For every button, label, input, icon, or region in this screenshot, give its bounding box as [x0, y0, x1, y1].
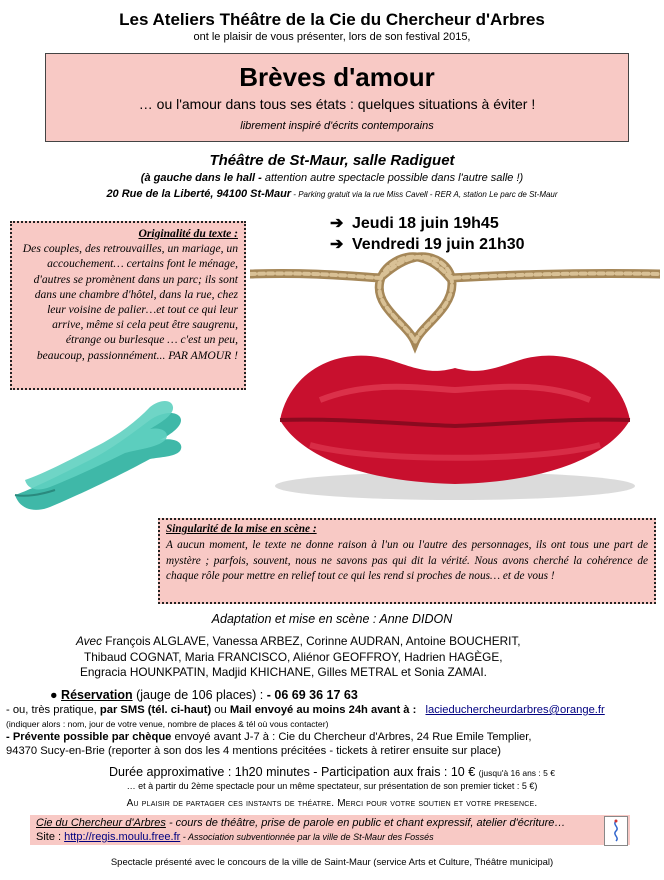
- reservation: [50, 688, 358, 702]
- venue-note: [0, 172, 664, 184]
- duration-line: [0, 765, 664, 779]
- mail-bold: Mail envoyé au moins 24h avant à :: [229, 704, 417, 716]
- thanks-line: Au plaisir de partager ces instants de théatre. Merci pour votre soutien et votre presence.: [126, 798, 538, 809]
- company-name: Cie du Chercheur d'Arbres: [36, 817, 166, 829]
- header-title: Les Ateliers Théâtre de la Cie du Chercheur d'Arbres: [119, 10, 545, 29]
- cast-avec: Avec: [76, 634, 103, 648]
- show-tagline: … ou l'amour dans tous ses états : quelques situations à éviter !: [138, 96, 536, 112]
- staging-text: A aucun moment, le texte ne donne raison à l'un ou l'autre des personnages, ils ont tous une part de mystère ; parfois, souvent, nous ne savons pas qui dit la vérité. Nous avons cherché la cohérence de chaque rôle pour mettre en relief tout ce qui les rend si proches de nous… et de vous !: [166, 538, 648, 583]
- venue-address-text: 20 Rue de la Liberté, 94100 St-Maur: [106, 188, 292, 200]
- title-box: [45, 53, 629, 142]
- originality-text: Des couples, des retrouvailles, un mariage, un accouchement… certains font le ménage, d'autres se promènent dans un parc; ils sont dans une chambre d'hôtel, dans la rue, chez leur voisine de palier…et tout ce qui leur arrive, même si cela peut être saugrenu, étrange ou burlesque … c'est un peu, beaucoup, passionnément... PAR AMOUR !: [22, 242, 238, 362]
- duration-child: (jusqu'à 16 ans : 5 €: [478, 768, 555, 778]
- cheque-bold: - Prévente possible par chèque: [6, 731, 172, 743]
- show-inspired: librement inspiré d'écrits contemporains: [240, 120, 434, 132]
- footer-note: Spectacle présenté avec le concours de la ville de Saint-Maur (service Arts et Culture, Théâtre municipal): [110, 857, 554, 868]
- reservation-indicate: [6, 718, 646, 731]
- reservation-cheque: [6, 731, 646, 744]
- company-line: [36, 817, 565, 829]
- bullet-icon: ●: [50, 688, 58, 702]
- cast-line: [76, 634, 636, 650]
- lips-icon: [275, 356, 635, 500]
- header-subtitle: ont le plaisir de vous présenter, lors de son festival 2015,: [193, 31, 471, 43]
- staging-box: [158, 518, 656, 604]
- cast-line: Engracia HOUNKPATIN, Madjid KHICHANE, Gilles METRAL et Sonia ZAMAI.: [80, 665, 487, 679]
- show-title: Brèves d'amour: [239, 62, 435, 92]
- adaptation-credit: Adaptation et mise en scène : Anne DIDON: [211, 612, 453, 626]
- reservation-cheque-2: 94370 Sucy-en-Brie (reporter à son dos les 4 mentions précitées - tickets à retirer ensuite sur place): [6, 745, 501, 757]
- company-box: [30, 815, 630, 845]
- originality-box: [10, 221, 246, 390]
- site-note: - Association subventionnée par la ville de St-Maur des Fossés: [180, 832, 434, 842]
- site-label: Site :: [36, 831, 65, 843]
- arrow-right-icon: ➔: [330, 215, 344, 232]
- staging-heading: Singularité de la mise en scène :: [166, 523, 317, 535]
- date-item: [330, 213, 525, 234]
- reservation-sms: [6, 704, 646, 717]
- arrow-right-icon: ➔: [330, 236, 344, 253]
- gloves-icon: [15, 401, 181, 510]
- company-site-line: [36, 831, 434, 843]
- lips-sofa-image: [250, 250, 660, 512]
- originality-heading: Originalité du texte :: [138, 227, 238, 240]
- date-label: Jeudi 18 juin 19h45: [352, 215, 499, 232]
- cast-line: Thibaud COGNAT, Maria FRANCISCO, Aliénor GEOFFROY, Hadrien HAGÈGE,: [84, 649, 503, 664]
- sms-or: ou: [211, 704, 230, 716]
- venue-parking: - Parking gratuit via la rue Miss Cavell - RER A, station Le parc de St-Maur: [291, 190, 558, 199]
- site-link[interactable]: http://regis.moulu.free.fr: [64, 831, 181, 843]
- venue-note-rest: attention autre spectacle possible dans l'autre salle !): [261, 172, 524, 184]
- venue-note-bold: (à gauche dans le hall -: [140, 172, 262, 184]
- venue-name: Théâtre de St-Maur, salle Radiguet: [209, 152, 455, 169]
- reservation-phone: - 06 69 36 17 63: [266, 688, 358, 702]
- company-desc: - cours de théâtre, prise de parole en public et chant expressif, atelier d'écriture…: [165, 817, 566, 829]
- duration-second: … et à partir du 2ème spectacle pour un même spectateur, sur présentation de son premier ticket : 5 €): [126, 781, 538, 791]
- dates-list: [330, 213, 525, 255]
- gloves-image: [10, 395, 190, 515]
- cast-list: [76, 634, 636, 681]
- duration-main: Durée approximative : 1h20 minutes - Participation aux frais : 10 €: [109, 765, 479, 779]
- reservation-label: Réservation: [61, 688, 133, 702]
- indicate-text: (indiquer alors : nom, jour de votre venue, nombre de places & tél où vous contacter): [6, 719, 329, 729]
- sms-text: - ou, très pratique,: [6, 704, 100, 716]
- cheque-rest: envoyé avant J-7 à : Cie du Chercheur d'Arbres, 24 Rue Emile Templier,: [171, 731, 532, 743]
- company-logo-icon: [604, 816, 628, 846]
- date-label: Vendredi 19 juin 21h30: [352, 236, 525, 253]
- rope-heart-icon: [250, 257, 660, 342]
- venue-address: [0, 188, 664, 200]
- reservation-jauge: (jauge de 106 places) :: [132, 688, 267, 702]
- email-link[interactable]: lacieduchercheurdarbres@orange.fr: [425, 704, 605, 716]
- cast-names-1: François ALGLAVE, Vanessa ARBEZ, Corinne AUDRAN, Antoine BOUCHERIT,: [102, 634, 521, 648]
- sms-bold: par SMS (tél. ci-haut): [99, 704, 212, 716]
